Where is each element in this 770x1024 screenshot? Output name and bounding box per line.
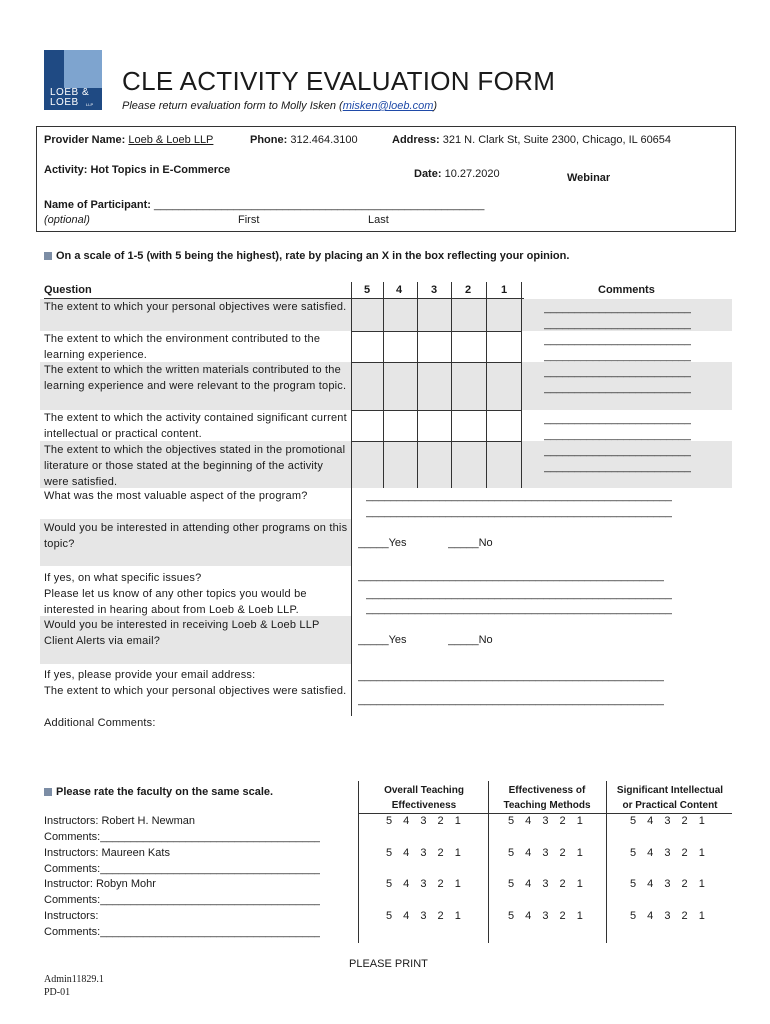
logo-line1: LOEB & <box>50 87 90 98</box>
col-teaching-methods: Effectiveness of Teaching Methods <box>503 785 591 811</box>
please-print: PLEASE PRINT <box>349 958 428 970</box>
no-option[interactable]: _____No <box>448 537 493 549</box>
question-header: Question <box>44 284 92 296</box>
form-version: PD-01 <box>44 987 71 998</box>
instructor-name: Instructors: Robert H. Newman <box>44 815 195 827</box>
instructor-comments[interactable]: Comments:____________________________________ <box>44 926 321 938</box>
comment-line[interactable]: ________________________ <box>544 318 691 330</box>
faculty-instruction: Please rate the faculty on the same scale. <box>44 786 273 798</box>
address-field: Address: 321 N. Clark St, Suite 2300, Chicago, IL 60654 <box>392 134 672 146</box>
email-link[interactable]: misken@loeb.com <box>342 100 434 112</box>
col-intellectual-content: Significant Intellectual or Practical Content <box>616 785 724 811</box>
rating-scale[interactable]: 5 4 3 2 1 <box>630 815 705 827</box>
rating-scale[interactable]: 5 4 3 2 1 <box>630 847 705 859</box>
rating-scale[interactable]: 5 4 3 2 1 <box>630 910 705 922</box>
comment-line[interactable]: ________________________ <box>544 445 691 457</box>
rating-row-5[interactable] <box>352 442 521 488</box>
specific-issues-label: If yes, on what specific issues? <box>44 572 202 584</box>
question-5: The extent to which the objectives stated in the promotional literature or those stated at the beginning of the activity were satisfied. <box>44 444 346 488</box>
rating-scale[interactable]: 5 4 3 2 1 <box>508 815 583 827</box>
answer-line[interactable]: __________________________________________________ <box>358 570 664 582</box>
rating-row-3[interactable] <box>352 363 521 410</box>
instructor-name: Instructor: Robyn Mohr <box>44 878 156 890</box>
scale-instruction: On a scale of 1-5 (with 5 being the highest), rate by placing an X in the box reflecting your opinion. <box>44 250 569 262</box>
email-prompt: If yes, please provide your email address: <box>44 669 256 681</box>
email-input-line[interactable]: __________________________________________________ <box>358 670 664 682</box>
company-logo <box>44 50 102 110</box>
activity-field: Activity: Hot Topics in E-Commerce <box>44 164 231 176</box>
comment-line[interactable]: ________________________ <box>544 334 691 346</box>
instructor-name: Instructors: Maureen Kats <box>44 847 170 859</box>
comment-line[interactable]: ________________________ <box>544 302 691 314</box>
bullet-icon <box>44 788 52 796</box>
comment-line[interactable]: ________________________ <box>544 382 691 394</box>
rating-row-1[interactable] <box>352 299 521 331</box>
date-field: Date: 10.27.2020 <box>414 168 500 180</box>
scale-header-4: 4 <box>396 284 403 296</box>
answer-line[interactable]: __________________________________________________ <box>366 588 672 600</box>
additional-comments-label: Additional Comments: <box>44 717 156 729</box>
rating-scale[interactable]: 5 4 3 2 1 <box>386 847 461 859</box>
comment-line[interactable]: ________________________ <box>544 366 691 378</box>
rating-scale[interactable]: 5 4 3 2 1 <box>630 878 705 890</box>
logo-suffix: LLP <box>86 102 94 107</box>
answer-line[interactable]: __________________________________________________ <box>366 506 672 518</box>
rating-scale[interactable]: 5 4 3 2 1 <box>386 910 461 922</box>
answer-line[interactable]: __________________________________________________ <box>366 603 672 615</box>
logo-line2: LOEB <box>50 97 79 108</box>
comment-line[interactable]: ________________________ <box>544 413 691 425</box>
scale-header-3: 3 <box>431 284 438 296</box>
scale-header-5: 5 <box>364 284 371 296</box>
comment-line[interactable]: ________________________ <box>544 429 691 441</box>
last-label: Last <box>368 214 389 226</box>
objectives-question: The extent to which your personal objectives were satisfied. <box>44 685 347 697</box>
rating-row-4[interactable] <box>352 411 521 441</box>
rating-scale[interactable]: 5 4 3 2 1 <box>508 847 583 859</box>
participant-field[interactable]: Name of Participant: ______________________________________________________ <box>44 199 485 211</box>
instructor-name: Instructors: <box>44 910 99 922</box>
scale-header-1: 1 <box>501 284 508 296</box>
yes-option[interactable]: _____Yes <box>358 634 407 646</box>
rating-scale[interactable]: 5 4 3 2 1 <box>508 878 583 890</box>
valuable-question: What was the most valuable aspect of the program? <box>44 490 308 502</box>
comments-header: Comments <box>598 284 655 296</box>
question-1: The extent to which your personal objectives were satisfied. <box>44 301 347 313</box>
answer-line[interactable]: __________________________________________________ <box>366 490 672 502</box>
client-alerts-question: Would you be interested in receiving Loeb & Loeb LLP Client Alerts via email? <box>44 619 320 647</box>
rating-row-2[interactable] <box>352 332 521 362</box>
rating-scale[interactable]: 5 4 3 2 1 <box>508 910 583 922</box>
page-title: CLE ACTIVITY EVALUATION FORM <box>122 66 556 96</box>
other-topics-question: Please let us know of any other topics you would be interested in hearing about from Loeb & Loeb LLP. <box>44 588 307 616</box>
instructor-comments[interactable]: Comments:____________________________________ <box>44 863 321 875</box>
no-option[interactable]: _____No <box>448 634 493 646</box>
subtitle: Please return evaluation form to Molly Isken (misken@loeb.com) <box>122 100 438 112</box>
yes-option[interactable]: _____Yes <box>358 537 407 549</box>
phone-field: Phone: 312.464.3100 <box>250 134 358 146</box>
first-label: First <box>238 214 260 226</box>
question-3: The extent to which the written materials contributed to the learning experience and were relevant to the program topic. <box>44 364 347 392</box>
col-overall-teaching: Overall Teaching Effectiveness <box>384 785 464 811</box>
scale-header-2: 2 <box>465 284 472 296</box>
bullet-icon <box>44 252 52 260</box>
question-4: The extent to which the activity contained significant current intellectual or practical content. <box>44 412 347 440</box>
provider-field: Provider Name: Loeb & Loeb LLP <box>44 134 214 146</box>
format-label: Webinar <box>567 172 611 184</box>
comment-line[interactable]: ________________________ <box>544 350 691 362</box>
rating-scale[interactable]: 5 4 3 2 1 <box>386 878 461 890</box>
instructor-comments[interactable]: Comments:____________________________________ <box>44 894 321 906</box>
instructor-comments[interactable]: Comments:____________________________________ <box>44 831 321 843</box>
interested-question: Would you be interested in attending other programs on this topic? <box>44 522 348 550</box>
answer-line[interactable]: __________________________________________________ <box>358 694 664 706</box>
optional-label: (optional) <box>44 214 90 226</box>
form-code: Admin11829.1 <box>44 974 104 985</box>
question-2: The extent to which the environment contributed to the learning experience. <box>44 333 321 361</box>
rating-scale[interactable]: 5 4 3 2 1 <box>386 815 461 827</box>
comment-line[interactable]: ________________________ <box>544 461 691 473</box>
